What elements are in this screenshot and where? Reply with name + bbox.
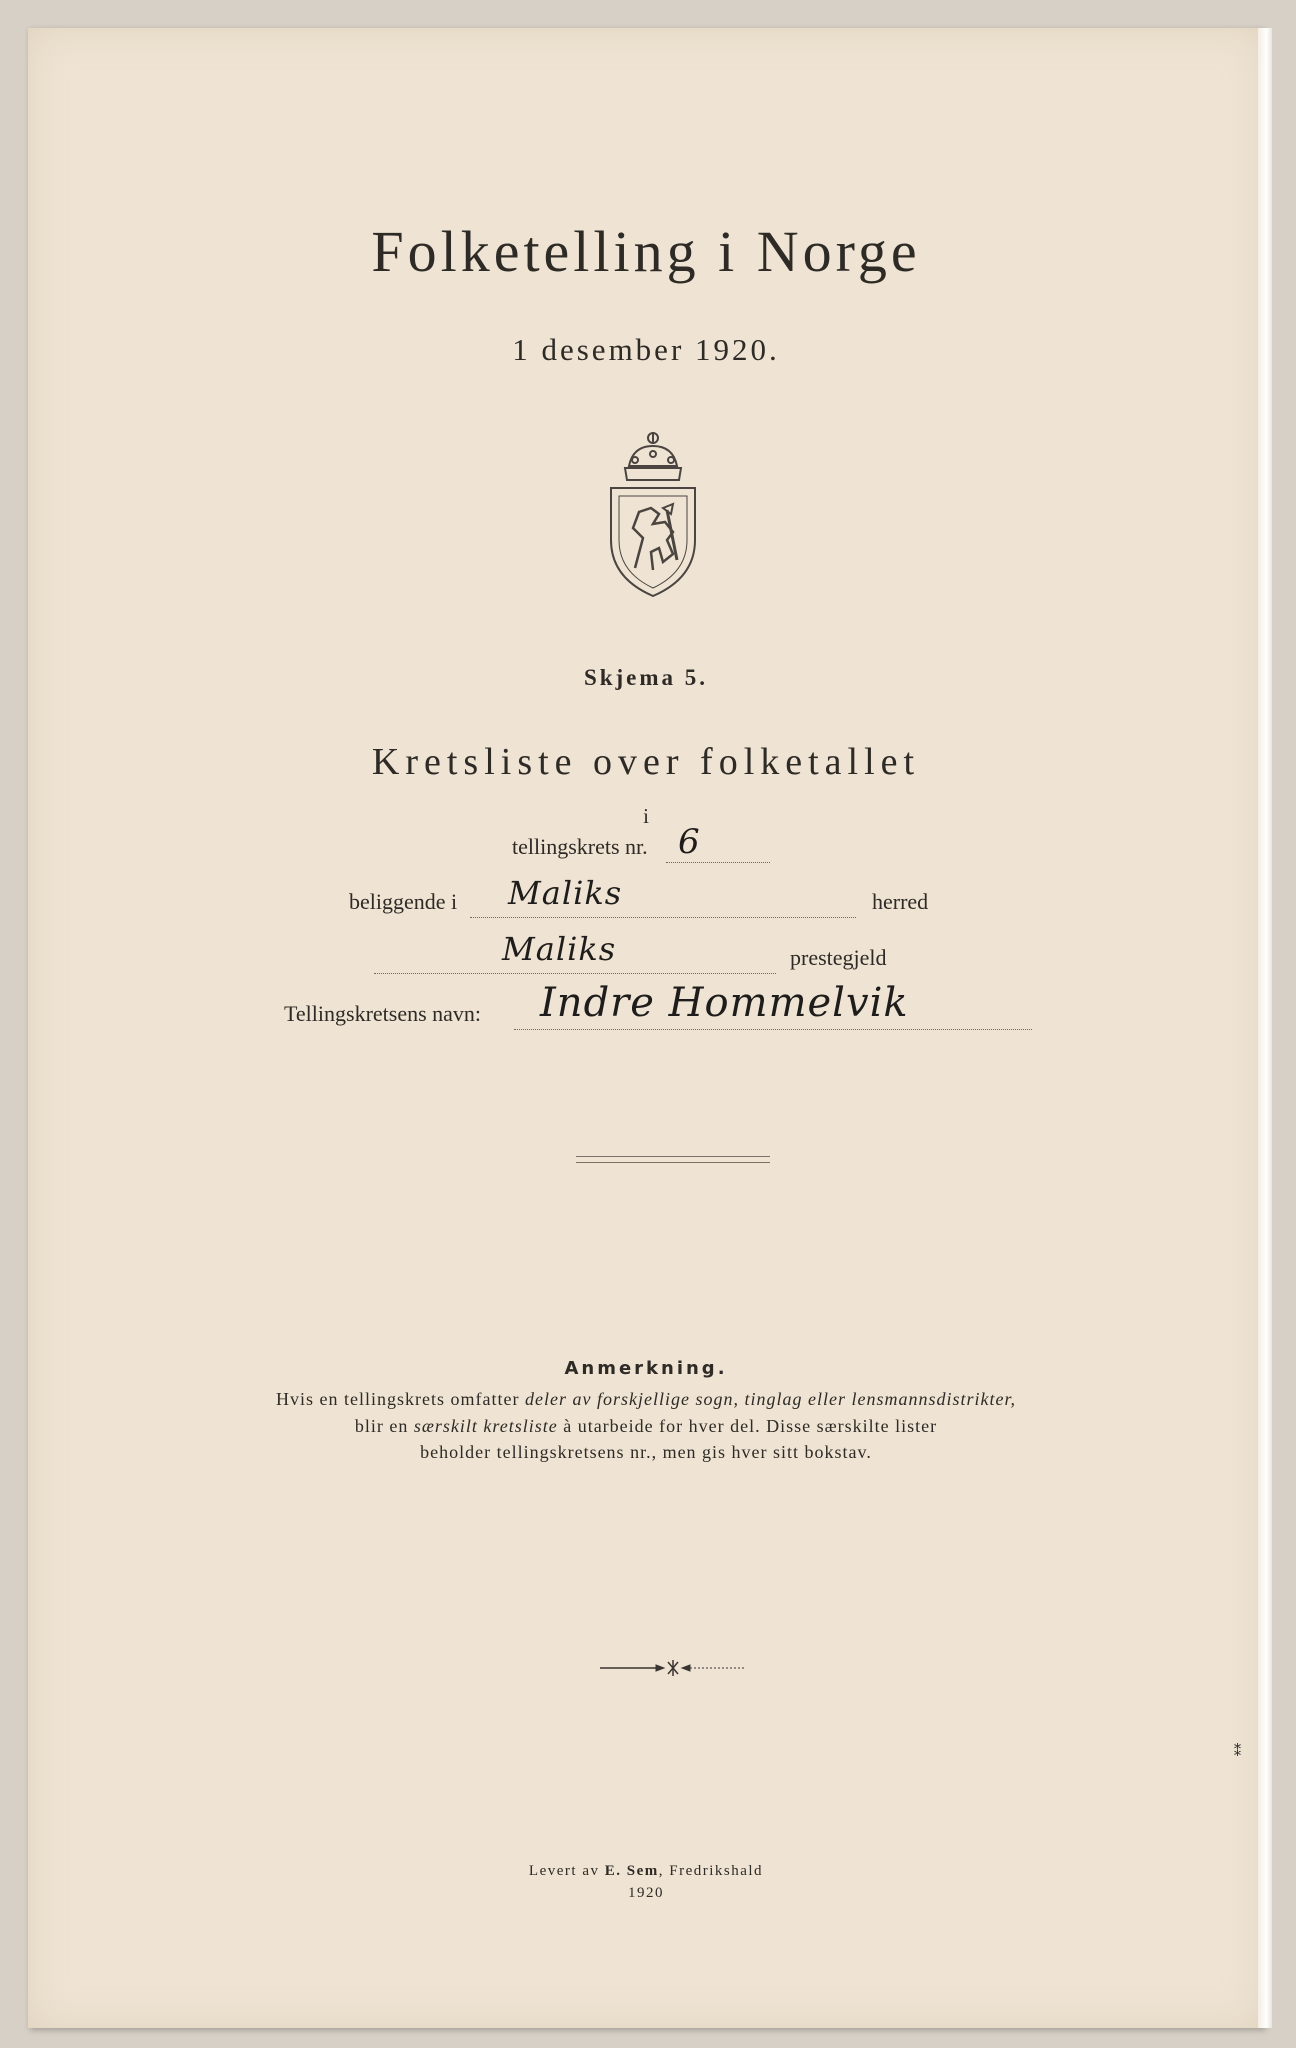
printer-text: Levert av [528,1863,605,1879]
connector-text: i [643,804,649,828]
document-page [28,28,1264,2028]
remark-text: à utarbeide for hver del. Disse særskilte lister [557,1416,938,1436]
district-name-label: Tellingskretsens navn: [284,1001,482,1026]
section-divider [576,1156,770,1163]
parish-label: prestegjeld [790,945,887,970]
printer-credit [28,1863,1264,1880]
district-number-value: 6 [678,822,701,862]
located-value: Maliks [508,874,623,912]
remark-emphasis: deler av forskjellige sogn, tinglag eller lensmannsdistrikter, [525,1389,1016,1409]
remark-title: Anmerkning. [564,1358,728,1379]
census-date: 1 desember 1920. [512,332,780,367]
printer-name: E. Sem [604,1863,659,1879]
remark-text: blir en [354,1416,414,1436]
schema-number: Skjema 5. [583,665,709,690]
herred-label: herred [872,889,929,914]
remark-line-2 [28,1416,1264,1437]
document-title: Folketelling i Norge [371,219,921,284]
margin-mark: ⁑ [1234,1744,1241,1760]
parish-value: Maliks [502,930,617,968]
ornament-divider-icon [598,1656,748,1680]
remark-text: Hvis en tellingskrets omfatter [276,1389,525,1409]
form-heading: Kretsliste over folketallet [371,741,921,783]
remark-emphasis: særskilt kretsliste [413,1416,558,1436]
district-number-label: tellingskrets nr. [512,834,648,859]
printer-year: 1920 [628,1885,664,1901]
remark-line-3: beholder tellingskretsens nr., men gis hver sitt bokstav. [420,1442,872,1462]
district-name-value: Indre Hommelvik [540,980,909,1026]
located-label: beliggende i [349,889,458,914]
coat-of-arms-icon [593,428,713,600]
printer-text: , Fredrikshald [658,1863,764,1879]
remark-line-1 [28,1389,1264,1410]
